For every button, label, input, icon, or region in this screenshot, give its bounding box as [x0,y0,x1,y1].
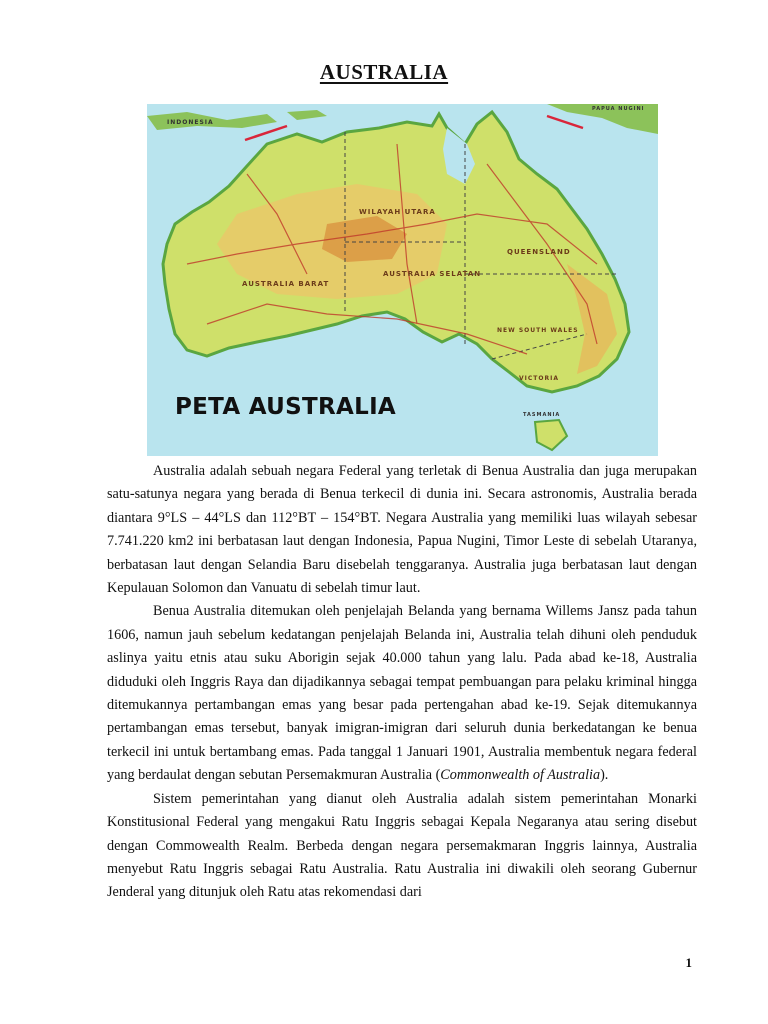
map-label-wilayah-utara: WILAYAH UTARA [359,208,436,216]
document-title-text: AUSTRALIA [319,60,449,84]
paragraph-1: Australia adalah sebuah negara Federal yang terletak di Benua Australia dan juga merupakan satu-satunya negara yang berada di Benua terkecil di dunia ini. Secara astronomis, Australia berada diantara 9°LS – 44°LS dan 112°BT – 154°BT. Negara Australia yang memiliki luas wilayah sebesar 7.741.220 km2 ini berbatasan laut dengan Indonesia, Papua Nugini, Timor Leste di sebelah Utaranya, berbatasan laut dengan Selandia Baru disebelah tenggaranya. Australia juga berbatasan laut dengan Kepulauan Solomon dan Vanuatu di sebelah timur laut. [107,463,697,597]
paragraph-2-end: ). [600,767,609,784]
map-caption: PETA AUSTRALIA [175,394,397,420]
map-label-queensland: QUEENSLAND [507,248,571,256]
paragraph-2 [107,600,697,787]
map-label-australia-barat: AUSTRALIA BARAT [242,280,330,288]
map-label-tasmania: TASMANIA [523,412,561,418]
map-label-indonesia: INDONESIA [167,119,214,126]
map-label-australia-selatan: AUSTRALIA SELATAN [383,270,482,278]
paragraph-2-text: Benua Australia ditemukan oleh penjelajah Belanda yang bernama Willems Jansz pada tahun 1606, namun jauh sebelum kedatangan penjelajah Belanda ini, Australia telah dihuni oleh penduduk aslinya yaitu etnis atau suku Aborigin sejak 40.000 tahun yang lalu. Pada abad ke-18, Australia diduduki oleh Inggris Raya dan dijadikannya sebagai tempat pembuangan para pelaku kriminal hingga ditemukannya pertambangan emas yang besar pada pertengahan abad ke-19. Sejak ditemukannya pertambangan emas tersebut, banyak imigran-imigran dari seluruh dunia berkedatangan ke benua terkecil ini untuk bertambang emas. Pada tanggal 1 Januari 1901, Australia membentuk negara federal yang berdaulat dengan sebutan Persemakmuran Australia ( [107,603,697,784]
map-label-papua: PAPUA NUGINI [592,106,645,112]
australia-map-image [147,104,658,456]
map-label-victoria: VICTORIA [519,375,559,382]
paragraph-2-italic: Commonwealth of Australia [440,767,601,784]
page-number: 1 [685,955,692,970]
document-title [0,60,768,85]
paragraph-3: Sistem pemerintahan yang dianut oleh Australia adalah sistem pemerintahan Monarki Konstitusional Federal yang mengakui Ratu Inggris sebagai Kepala Negaranya atau sering disebut dengan Commowealth Realm. Berbeda dengan negara persemakmaran Inggris lainnya, Australia menyebut Ratu Inggris sebagai Ratu Australia. Ratu Australia ini diwakili oleh seorang Gubernur Jenderal yang ditunjuk oleh Ratu atas rekomendasi dari [107,790,697,901]
document-body [107,460,697,905]
map-label-nsw: NEW SOUTH WALES [497,327,579,334]
